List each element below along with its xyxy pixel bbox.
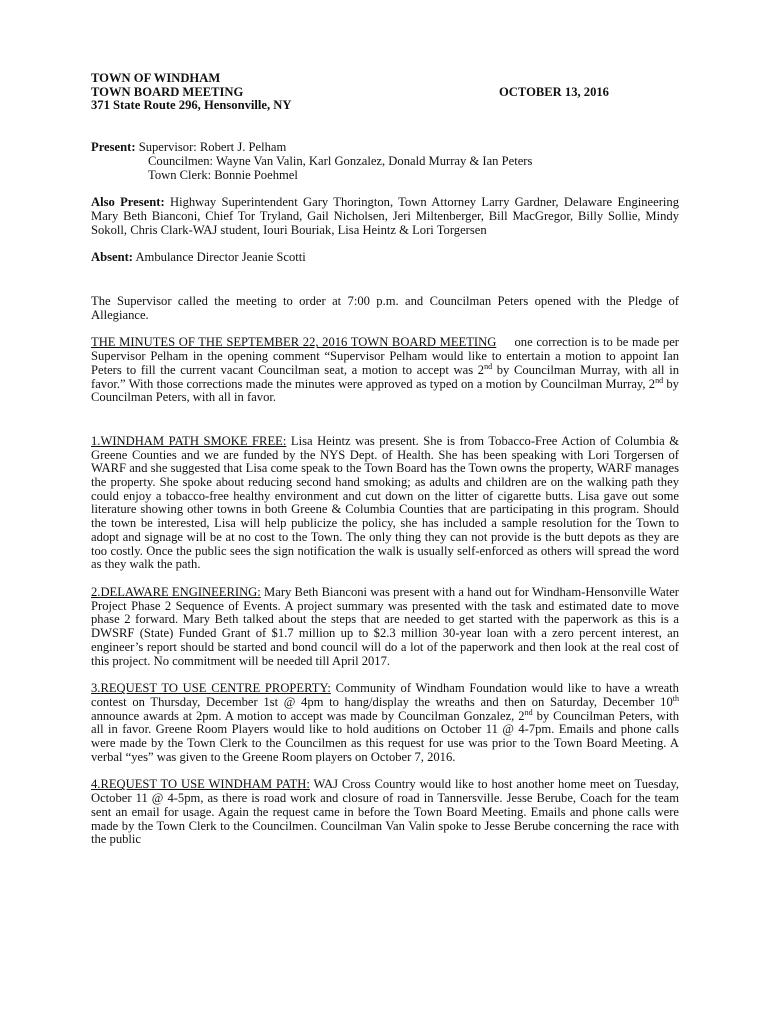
- present-section: [91, 141, 679, 182]
- item1-text: Lisa Heintz was present. She is from Tobacco-Free Action of Columbia & Greene Counties and we are funded by the NYS Dept. of Health. She has been speaking with Lori Torgersen of WARF and she suggested that Lisa come speak to the Town Board has the Town owns the property, WARF manages the property. She spoke about reducing second hand smoking; as adults and children are on the walking path they could enjoy a tobacco-free healthy environment and cut down on the litter of cigarette butts. Lisa gave out some literature showing other towns in both Greene & Columbia Counties that are participating in this program. Should the town be interested, Lisa will help publicize the policy, she has included a sample resolution for the Town to adopt and signage will be at no cost to the Town. The only thing they can not provide is the butt depots as they are too costly. Once the public sees the sign notification the walk is usually self-enforced as others will spread the word as they walk the path.: [91, 433, 679, 572]
- present-councilmen: Councilmen: Wayne Van Valin, Karl Gonzalez, Donald Murray & Ian Peters: [148, 153, 533, 168]
- document-header: [91, 72, 679, 113]
- item4-text: WAJ Cross Country would like to host another home meet on Tuesday, October 11 @ 4-5pm, as there is road work and closure of road in Tannersville. Jesse Berube, Coach for the team sent an email for usage. Again the request came in before the Town Board Meeting. Emails and phone calls were made by the Town Clerk to the Councilmen. Councilman Van Valin spoke to Jesse Berube concerning the race with the public: [91, 777, 680, 847]
- minutes-sup-a: nd: [484, 361, 493, 371]
- header-date: OCTOBER 13, 2016: [499, 84, 609, 99]
- item3-text-b: announce awards at 2pm. A motion to accept was made by Councilman Gonzalez, 2: [91, 708, 525, 723]
- item2-text: Mary Beth Bianconi was present with a hand out for Windham-Hensonville Water Project Phase 2 Sequence of Events. A project summary was presented with the task and estimated date to move phase 2 forward. Mary Beth talked about the steps that are needed to get started with the paperwork as this is a DWSRF (State) Funded Grant of $1.7 million up to $2.3 million 30-year loan with a zero percent interest, an engineer’s report should be started and bond council will do a lot of the paperwork and then look at the real cost of this project. No commitment will be needed till April 2017.: [91, 584, 679, 668]
- absent-text: Ambulance Director Jeanie Scotti: [135, 250, 306, 265]
- also-present-text: Highway Superintendent Gary Thorington, Town Attorney Larry Gardner, Delaware Engineering Mary Beth Bianconi, Chief Tor Tryland, Gail Nicholsen, Jeri Miltenberger, Bill MacGregor, Billy Sollie, Mindy Sokoll, Chris Clark-WAJ student, Iouri Bouriak, Lisa Heintz & Lori Torgersen: [91, 195, 680, 237]
- item4-heading: 4.REQUEST TO USE WINDHAM PATH:: [91, 777, 310, 792]
- minutes-text-b: by Councilman Murray, with all in favor.” With those corrections made the minutes were approved as typed on a motion by Councilman Murray, 2: [91, 362, 680, 391]
- item1-heading: 1.WINDHAM PATH SMOKE FREE:: [91, 433, 287, 448]
- minutes-text-a: one correction is to be made per Supervisor Pelham in the opening comment “Supervisor Pelham would like to entertain a motion to appoint Ian Peters to fill the current vacant Councilman seat, a motion to accept was 2: [91, 335, 679, 377]
- item4-paragraph: [91, 778, 679, 847]
- also-present-label: Also Present:: [91, 195, 165, 210]
- header-address: 371 State Route 296, Hensonville, NY: [91, 98, 292, 113]
- item2-paragraph: [91, 586, 679, 668]
- item3-sup-a: th: [672, 693, 679, 703]
- header-town: TOWN OF WINDHAM: [91, 71, 221, 85]
- item3-paragraph: [91, 682, 679, 764]
- item1-paragraph: [91, 435, 679, 572]
- absent-paragraph: [91, 251, 679, 265]
- item3-text-c: by Councilman Peters, with all in favor. Greene Room Players would like to hold auditions on October 11 @ 4-7pm. Emails and phone calls were made by the Town Clerk to the Councilmen as this request for use was prior to the Town Board Meeting. A verbal “yes” was given to the Greene Room players on October 7, 2016.: [91, 708, 679, 764]
- call-to-order-paragraph: The Supervisor called the meeting to order at 7:00 p.m. and Councilman Peters opened with the Pledge of Allegiance.: [91, 294, 679, 322]
- item2-heading: 2.DELAWARE ENGINEERING:: [91, 584, 261, 599]
- present-clerk: Town Clerk: Bonnie Poehmel: [148, 167, 298, 182]
- header-meeting: TOWN BOARD MEETING: [91, 84, 244, 99]
- item3-sup-b: nd: [524, 707, 533, 717]
- meeting-minutes-document: [91, 72, 679, 847]
- also-present-paragraph: [91, 196, 679, 237]
- item3-heading: 3.REQUEST TO USE CENTRE PROPERTY:: [91, 681, 331, 696]
- minutes-heading: THE MINUTES OF THE SEPTEMBER 22, 2016 TOWN BOARD MEETING: [91, 335, 497, 350]
- present-label: Present:: [91, 140, 136, 155]
- item3-text-a: Community of Windham Foundation would like to have a wreath contest on Thursday, December 1st @ 4pm to hang/display the wreaths and then on Saturday, December 10: [91, 681, 679, 709]
- minutes-paragraph: [91, 336, 679, 405]
- present-supervisor: Supervisor: Robert J. Pelham: [138, 140, 287, 155]
- absent-label: Absent:: [91, 250, 133, 265]
- minutes-sup-b: nd: [655, 375, 664, 385]
- minutes-text-c: by Councilman Peters, with all in favor.: [91, 376, 679, 405]
